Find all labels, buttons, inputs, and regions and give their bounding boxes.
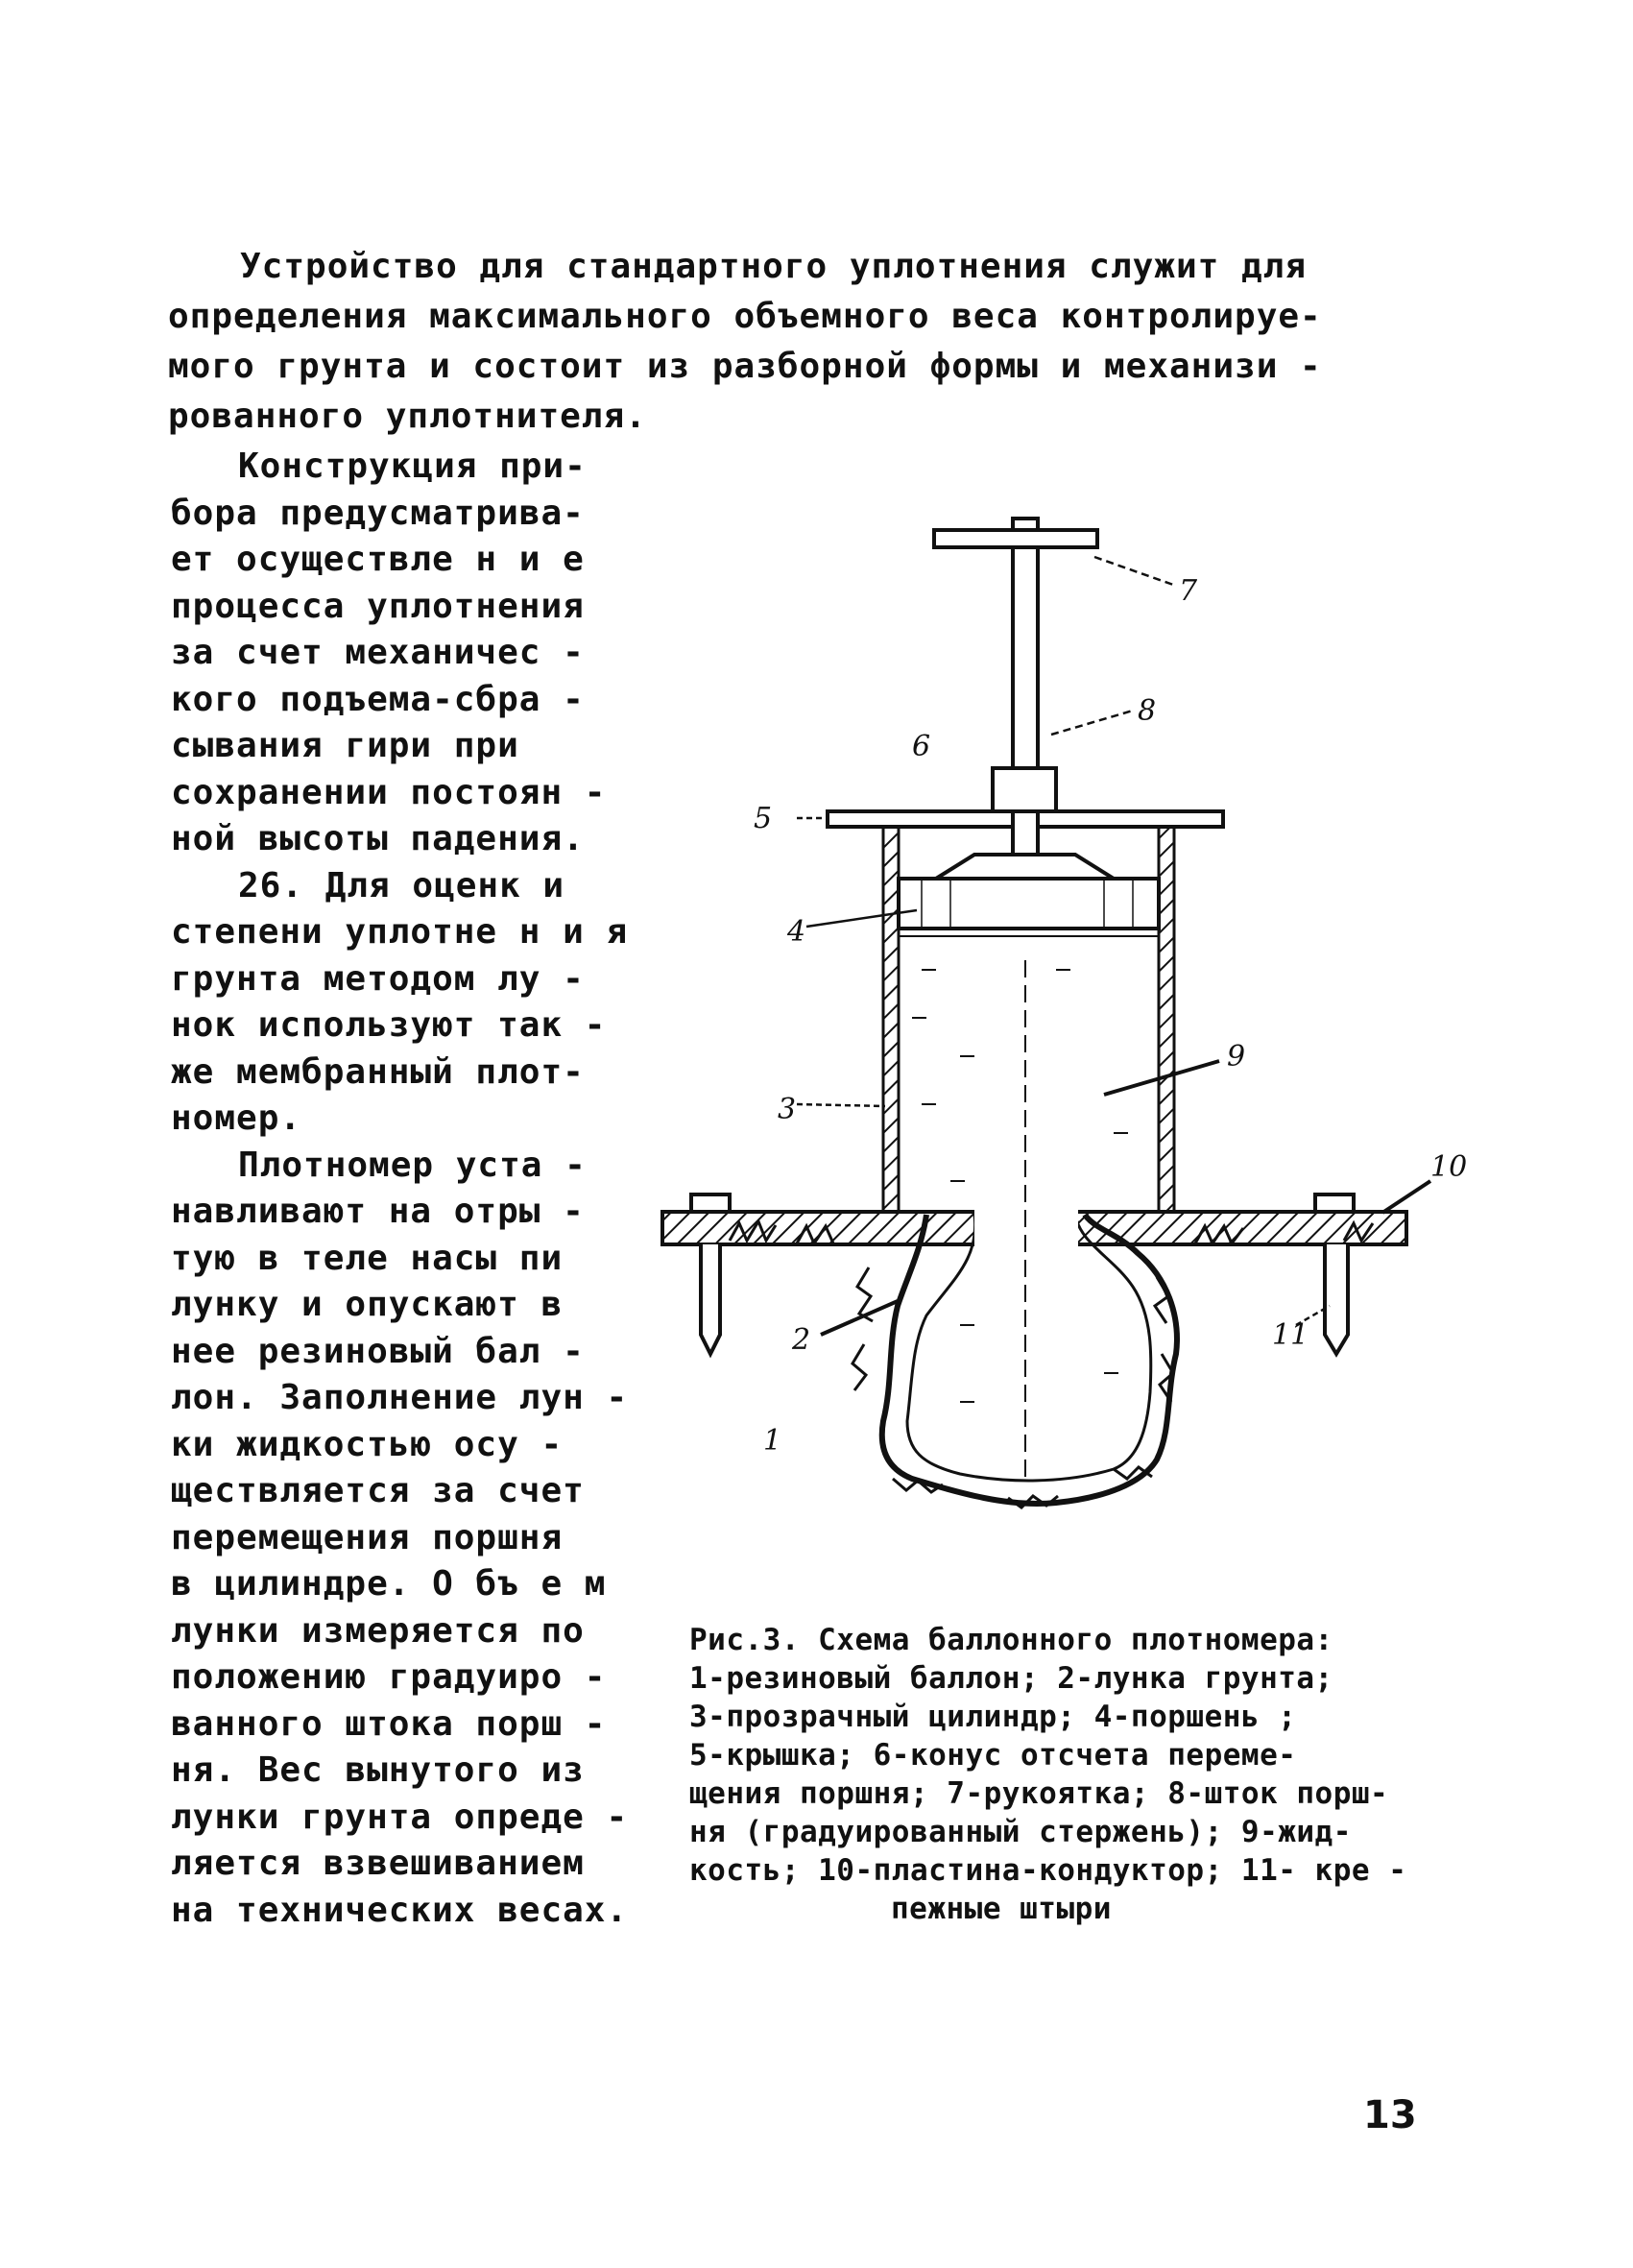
caption-line: 5-крышка; 6-конус отсчета переме-: [689, 1738, 1297, 1773]
caption-line: ня (градуированный стержень); 9-жид-: [689, 1815, 1352, 1849]
cylinder-wall-right: [1159, 826, 1174, 1212]
text-line: на технических весах.: [171, 1890, 629, 1930]
caption-line: кость; 10-пластина-кондуктор; 11- кре -: [689, 1853, 1407, 1888]
text-line: навливают на отры -: [171, 1192, 585, 1231]
text-line: номер.: [171, 1098, 302, 1138]
text-line: лон. Заполнение лун -: [171, 1378, 629, 1417]
label-1: 1: [763, 1424, 782, 1458]
text-line: кого подъема-сбра -: [171, 679, 585, 719]
cylinder-wall-left: [883, 826, 899, 1212]
caption-line: Рис.3. Схема баллонного плотномера:: [689, 1623, 1333, 1657]
ground-soil: [730, 1221, 1373, 1508]
text-line: положению градуиро -: [171, 1657, 607, 1697]
text-line: мого грунта и состоит из разборной формы и механизи -: [168, 347, 1322, 386]
text-line: ной высоты падения.: [171, 819, 585, 858]
text-line: степени уплотне н и я: [171, 912, 629, 952]
text-line: ки жидкостью осу -: [171, 1424, 564, 1464]
label-11: 11: [1272, 1318, 1309, 1352]
text-line: лунки измеряется по: [171, 1610, 585, 1651]
figure-caption: [689, 1621, 1477, 1928]
label-3: 3: [778, 1093, 797, 1126]
label-5: 5: [754, 802, 773, 835]
label-8: 8: [1138, 694, 1157, 728]
text-line: перемещения поршня: [171, 1517, 564, 1557]
text-line: Конструкция при-: [238, 446, 587, 486]
soil-hole-outline: [907, 1215, 1151, 1481]
text-line: тую в теле насы пи: [171, 1238, 564, 1278]
text-line: сохранении постоян -: [171, 772, 607, 812]
text-line: сывания гири при: [171, 726, 519, 765]
text-line: лунку и опускают в: [171, 1285, 564, 1324]
label-10: 10: [1430, 1150, 1468, 1184]
left-column-text: [171, 444, 670, 1934]
text-line: Устройство для стандартного уплотнения служит для: [240, 247, 1308, 286]
text-line: рованного уплотнителя.: [168, 397, 647, 436]
text-line: ляется взвешиванием: [171, 1844, 585, 1883]
text-line: ня. Вес вынутого из: [171, 1750, 585, 1790]
caption-line: 3-прозрачный цилиндр; 4-поршень ;: [689, 1700, 1297, 1734]
caption-line: 1-резиновый баллон; 2-лунка грунта;: [689, 1661, 1333, 1696]
label-6: 6: [912, 730, 931, 763]
balloon-densimeter-diagram: [653, 499, 1468, 1565]
text-line: Плотномер уста -: [238, 1145, 587, 1185]
text-line: бора предусматрива-: [171, 493, 585, 533]
label-9: 9: [1227, 1040, 1246, 1074]
text-line: ет осуществле н и е: [171, 540, 585, 579]
handle: [934, 530, 1097, 547]
label-7: 7: [1179, 574, 1198, 608]
text-line: лунки грунта опреде -: [171, 1797, 629, 1837]
intro-paragraph: [168, 242, 1426, 442]
liquid: [899, 936, 1159, 1402]
text-line: грунта методом лу -: [171, 958, 585, 999]
text-line: в цилиндре. О бъ е м: [171, 1564, 607, 1604]
reading-cone: [936, 855, 1114, 879]
caption-line: щения поршня; 7-рукоятка; 8-шток порш-: [689, 1776, 1389, 1811]
text-line: за счет механичес -: [171, 633, 585, 672]
label-2: 2: [792, 1323, 811, 1357]
text-line: ванного штока порш -: [171, 1703, 607, 1744]
text-line: 26. Для оценк и: [238, 865, 565, 905]
text-line: ществляется за счет: [171, 1471, 585, 1510]
text-line: определения максимального объемного веса контролируе-: [168, 297, 1322, 336]
caption-line: пежные штыри: [891, 1892, 1112, 1926]
rod-collar: [993, 768, 1056, 811]
text-line: процесса уплотнения: [171, 586, 585, 626]
page-number: 13: [1363, 2093, 1417, 2137]
piston: [899, 879, 1159, 929]
text-line: же мембранный плот-: [171, 1051, 585, 1092]
label-4: 4: [787, 915, 806, 949]
text-line: нее резиновый бал -: [171, 1331, 585, 1371]
text-line: нок используют так -: [171, 1005, 607, 1045]
